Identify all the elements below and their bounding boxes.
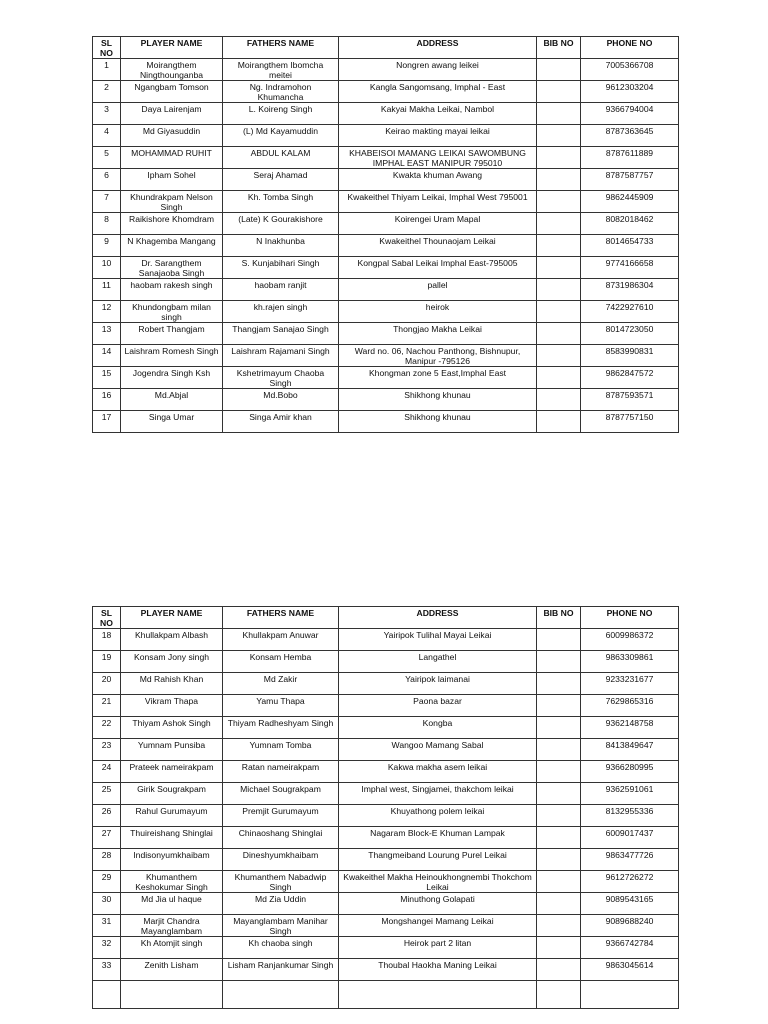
phone-no-cell: 9862445909 xyxy=(581,191,679,213)
bib-no-cell xyxy=(537,367,581,389)
fathers-name-cell: Chinaoshang Shinglai xyxy=(223,827,339,849)
header-player-name: PLAYER NAME xyxy=(121,37,223,59)
bib-no-cell xyxy=(537,783,581,805)
phone-no-cell: 9366280995 xyxy=(581,761,679,783)
phone-no-cell: 8082018462 xyxy=(581,213,679,235)
player-name-cell: Robert Thangjam xyxy=(121,323,223,345)
fathers-name-cell: L. Koireng Singh xyxy=(223,103,339,125)
address-cell: Nongren awang leikei xyxy=(339,59,537,81)
header-phone-no: PHONE NO xyxy=(581,607,679,629)
header-row xyxy=(93,37,679,59)
sl-no-cell xyxy=(93,981,121,1009)
phone-no-cell: 8014654733 xyxy=(581,235,679,257)
player-name-cell: Zenith Lisham xyxy=(121,959,223,981)
phone-no-cell: 8731986304 xyxy=(581,279,679,301)
header-row xyxy=(93,607,679,629)
address-cell: Kwakeithel Makha Heinoukhongnembi Thokchom Leikai xyxy=(339,871,537,893)
phone-no-cell: 8014723050 xyxy=(581,323,679,345)
player-name-cell: Prateek nameirakpam xyxy=(121,761,223,783)
address-cell: Kakyai Makha Leikai, Nambol xyxy=(339,103,537,125)
player-name-cell: haobam rakesh singh xyxy=(121,279,223,301)
header-sl-no: SL NO xyxy=(93,37,121,59)
fathers-name-cell: Kh. Tomba Singh xyxy=(223,191,339,213)
address-cell: Paona bazar xyxy=(339,695,537,717)
bib-no-cell xyxy=(537,235,581,257)
table-row xyxy=(93,191,679,213)
bib-no-cell xyxy=(537,279,581,301)
player-name-cell: Laishram Romesh Singh xyxy=(121,345,223,367)
bib-no-cell xyxy=(537,937,581,959)
header-fathers-name: FATHERS NAME xyxy=(223,607,339,629)
sl-no-cell: 13 xyxy=(93,323,121,345)
bib-no-cell xyxy=(537,213,581,235)
phone-no-cell: 8787587757 xyxy=(581,169,679,191)
fathers-name-cell: Yamu Thapa xyxy=(223,695,339,717)
sl-no-cell: 28 xyxy=(93,849,121,871)
header-address: ADDRESS xyxy=(339,607,537,629)
table-row xyxy=(93,169,679,191)
fathers-name-cell: Moirangthem Ibomcha meitei xyxy=(223,59,339,81)
fathers-name-cell: kh.rajen singh xyxy=(223,301,339,323)
bib-no-cell xyxy=(537,345,581,367)
table-row xyxy=(93,739,679,761)
fathers-name-cell: Md.Bobo xyxy=(223,389,339,411)
table-row xyxy=(93,761,679,783)
phone-no-cell: 9366794004 xyxy=(581,103,679,125)
player-name-cell: Khundongbam milan singh xyxy=(121,301,223,323)
address-cell: Wangoo Mamang Sabal xyxy=(339,739,537,761)
bib-no-cell xyxy=(537,827,581,849)
player-name-cell: Vikram Thapa xyxy=(121,695,223,717)
bib-no-cell xyxy=(537,191,581,213)
table-row xyxy=(93,783,679,805)
address-cell: Heirok part 2 litan xyxy=(339,937,537,959)
address-cell: Yairipok Tulihal Mayai Leikai xyxy=(339,629,537,651)
bib-no-cell xyxy=(537,389,581,411)
address-cell: Nagaram Block-E Khuman Lampak xyxy=(339,827,537,849)
phone-no-cell: 9612726272 xyxy=(581,871,679,893)
player-name-cell: Khullakpam Albash xyxy=(121,629,223,651)
bib-no-cell xyxy=(537,323,581,345)
sl-no-cell: 22 xyxy=(93,717,121,739)
player-name-cell: Yumnam Punsiba xyxy=(121,739,223,761)
phone-no-cell: 9863309861 xyxy=(581,651,679,673)
fathers-name-cell xyxy=(223,981,339,1009)
table-row xyxy=(93,981,679,1009)
fathers-name-cell: Michael Sougrakpam xyxy=(223,783,339,805)
bib-no-cell xyxy=(537,805,581,827)
phone-no-cell: 8787757150 xyxy=(581,411,679,433)
bib-no-cell xyxy=(537,651,581,673)
sl-no-cell: 31 xyxy=(93,915,121,937)
phone-no-cell: 7629865316 xyxy=(581,695,679,717)
table-row xyxy=(93,323,679,345)
address-cell: heirok xyxy=(339,301,537,323)
address-cell: Imphal west, Singjamei, thakchom leikai xyxy=(339,783,537,805)
address-cell: Koirengei Uram Mapal xyxy=(339,213,537,235)
header-bib-no: BIB NO xyxy=(537,37,581,59)
fathers-name-cell: (L) Md Kayamuddin xyxy=(223,125,339,147)
fathers-name-cell: Khumanthem Nabadwip Singh xyxy=(223,871,339,893)
sl-no-cell: 33 xyxy=(93,959,121,981)
phone-no-cell: 9863045614 xyxy=(581,959,679,981)
table-row xyxy=(93,257,679,279)
table-row xyxy=(93,695,679,717)
table-row xyxy=(93,301,679,323)
player-name-cell: Md.Abjal xyxy=(121,389,223,411)
bib-no-cell xyxy=(537,761,581,783)
fathers-name-cell: Thiyam Radheshyam Singh xyxy=(223,717,339,739)
sl-no-cell: 20 xyxy=(93,673,121,695)
address-cell: Kakwa makha asem leikai xyxy=(339,761,537,783)
table-row xyxy=(93,937,679,959)
player-table-1 xyxy=(92,36,679,433)
phone-no-cell: 9366742784 xyxy=(581,937,679,959)
address-cell: Kangla Sangomsang, Imphal - East xyxy=(339,81,537,103)
bib-no-cell xyxy=(537,301,581,323)
player-name-cell: Marjit Chandra Mayanglambam xyxy=(121,915,223,937)
address-cell: Kwakta khuman Awang xyxy=(339,169,537,191)
phone-no-cell: 9612303204 xyxy=(581,81,679,103)
sl-no-cell: 1 xyxy=(93,59,121,81)
address-cell: Shikhong khunau xyxy=(339,389,537,411)
phone-no-cell: 9863477726 xyxy=(581,849,679,871)
sl-no-cell: 2 xyxy=(93,81,121,103)
bib-no-cell xyxy=(537,169,581,191)
table-row xyxy=(93,629,679,651)
player-name-cell: Ngangbam Tomson xyxy=(121,81,223,103)
table-row xyxy=(93,235,679,257)
fathers-name-cell: Ng. Indramohon Khumancha xyxy=(223,81,339,103)
bib-no-cell xyxy=(537,739,581,761)
player-name-cell: Rahul Gurumayum xyxy=(121,805,223,827)
sl-no-cell: 19 xyxy=(93,651,121,673)
fathers-name-cell: (Late) K Gourakishore xyxy=(223,213,339,235)
bib-no-cell xyxy=(537,849,581,871)
table-row xyxy=(93,915,679,937)
player-name-cell: Indisonyumkhaibam xyxy=(121,849,223,871)
sl-no-cell: 3 xyxy=(93,103,121,125)
phone-no-cell xyxy=(581,981,679,1009)
phone-no-cell: 9774166658 xyxy=(581,257,679,279)
address-cell: Thoubal Haokha Maning Leikai xyxy=(339,959,537,981)
phone-no-cell: 8583990831 xyxy=(581,345,679,367)
player-name-cell: Md Rahish Khan xyxy=(121,673,223,695)
table-row xyxy=(93,673,679,695)
sl-no-cell: 21 xyxy=(93,695,121,717)
table-row xyxy=(93,871,679,893)
header-player-name: PLAYER NAME xyxy=(121,607,223,629)
sl-no-cell: 18 xyxy=(93,629,121,651)
bib-no-cell xyxy=(537,959,581,981)
sl-no-cell: 26 xyxy=(93,805,121,827)
sl-no-cell: 17 xyxy=(93,411,121,433)
player-name-cell: Thuireishang Shinglai xyxy=(121,827,223,849)
fathers-name-cell: Kshetrimayum Chaoba Singh xyxy=(223,367,339,389)
fathers-name-cell: ABDUL KALAM xyxy=(223,147,339,169)
table-row xyxy=(93,279,679,301)
address-cell: Kongpal Sabal Leikai Imphal East-795005 xyxy=(339,257,537,279)
bib-no-cell xyxy=(537,629,581,651)
table-row xyxy=(93,367,679,389)
fathers-name-cell: Singa Amir khan xyxy=(223,411,339,433)
fathers-name-cell: Lisham Ranjankumar Singh xyxy=(223,959,339,981)
sl-no-cell: 14 xyxy=(93,345,121,367)
address-cell: Thangmeiband Lourung Purel Leikai xyxy=(339,849,537,871)
phone-no-cell: 7005366708 xyxy=(581,59,679,81)
address-cell: Yairipok laimanai xyxy=(339,673,537,695)
player-name-cell: Thiyam Ashok Singh xyxy=(121,717,223,739)
player-name-cell: Ipham Sohel xyxy=(121,169,223,191)
bib-no-cell xyxy=(537,59,581,81)
table-row xyxy=(93,213,679,235)
player-name-cell: Khumanthem Keshokumar Singh xyxy=(121,871,223,893)
player-name-cell: Konsam Jony singh xyxy=(121,651,223,673)
fathers-name-cell: Yumnam Tomba xyxy=(223,739,339,761)
sl-no-cell: 12 xyxy=(93,301,121,323)
player-name-cell: Khundrakpam Nelson Singh xyxy=(121,191,223,213)
fathers-name-cell: Mayanglambam Manihar Singh xyxy=(223,915,339,937)
fathers-name-cell: Md Zakir xyxy=(223,673,339,695)
table-row xyxy=(93,147,679,169)
fathers-name-cell: Seraj Ahamad xyxy=(223,169,339,191)
bib-no-cell xyxy=(537,871,581,893)
address-cell: Khuyathong polem leikai xyxy=(339,805,537,827)
header-fathers-name: FATHERS NAME xyxy=(223,37,339,59)
table-row xyxy=(93,827,679,849)
fathers-name-cell: Thangjam Sanajao Singh xyxy=(223,323,339,345)
phone-no-cell: 9233231677 xyxy=(581,673,679,695)
player-name-cell xyxy=(121,981,223,1009)
phone-no-cell: 9089543165 xyxy=(581,893,679,915)
sl-no-cell: 29 xyxy=(93,871,121,893)
sl-no-cell: 11 xyxy=(93,279,121,301)
bib-no-cell xyxy=(537,915,581,937)
table-body xyxy=(93,59,679,433)
player-name-cell: Singa Umar xyxy=(121,411,223,433)
sl-no-cell: 6 xyxy=(93,169,121,191)
fathers-name-cell: Kh chaoba singh xyxy=(223,937,339,959)
fathers-name-cell: N Inakhunba xyxy=(223,235,339,257)
sl-no-cell: 4 xyxy=(93,125,121,147)
table-row xyxy=(93,81,679,103)
header-bib-no: BIB NO xyxy=(537,607,581,629)
table-row xyxy=(93,411,679,433)
player-name-cell: Daya Lairenjam xyxy=(121,103,223,125)
address-cell: pallel xyxy=(339,279,537,301)
phone-no-cell: 7422927610 xyxy=(581,301,679,323)
address-cell: Minuthong Golapati xyxy=(339,893,537,915)
sl-no-cell: 16 xyxy=(93,389,121,411)
fathers-name-cell: Dineshyumkhaibam xyxy=(223,849,339,871)
phone-no-cell: 9089688240 xyxy=(581,915,679,937)
sl-no-cell: 15 xyxy=(93,367,121,389)
sl-no-cell: 9 xyxy=(93,235,121,257)
phone-no-cell: 6009017437 xyxy=(581,827,679,849)
player-name-cell: Md Jia ul haque xyxy=(121,893,223,915)
header-address: ADDRESS xyxy=(339,37,537,59)
table-row xyxy=(93,849,679,871)
bib-no-cell xyxy=(537,411,581,433)
sl-no-cell: 30 xyxy=(93,893,121,915)
address-cell: Mongshangei Mamang Leikai xyxy=(339,915,537,937)
phone-no-cell: 8787611889 xyxy=(581,147,679,169)
phone-no-cell: 8787593571 xyxy=(581,389,679,411)
player-name-cell: Kh Atomjit singh xyxy=(121,937,223,959)
bib-no-cell xyxy=(537,81,581,103)
table-row xyxy=(93,893,679,915)
address-cell: Kwakeithel Thiyam Leikai, Imphal West 795001 xyxy=(339,191,537,213)
fathers-name-cell: S. Kunjabihari Singh xyxy=(223,257,339,279)
bib-no-cell xyxy=(537,103,581,125)
fathers-name-cell: Khullakpam Anuwar xyxy=(223,629,339,651)
sl-no-cell: 24 xyxy=(93,761,121,783)
table-row xyxy=(93,959,679,981)
bib-no-cell xyxy=(537,673,581,695)
sl-no-cell: 8 xyxy=(93,213,121,235)
player-name-cell: Jogendra Singh Ksh xyxy=(121,367,223,389)
sl-no-cell: 27 xyxy=(93,827,121,849)
table-row xyxy=(93,59,679,81)
sl-no-cell: 7 xyxy=(93,191,121,213)
fathers-name-cell: Laishram Rajamani Singh xyxy=(223,345,339,367)
phone-no-cell: 8787363645 xyxy=(581,125,679,147)
sl-no-cell: 5 xyxy=(93,147,121,169)
phone-no-cell: 8132955336 xyxy=(581,805,679,827)
table-row xyxy=(93,389,679,411)
address-cell: Ward no. 06, Nachou Panthong, Bishnupur, Manipur -795126 xyxy=(339,345,537,367)
player-name-cell: Girik Sougrakpam xyxy=(121,783,223,805)
bib-no-cell xyxy=(537,147,581,169)
table-row xyxy=(93,651,679,673)
player-name-cell: N Khagemba Mangang xyxy=(121,235,223,257)
header-phone-no: PHONE NO xyxy=(581,37,679,59)
address-cell xyxy=(339,981,537,1009)
player-name-cell: MOHAMMAD RUHIT xyxy=(121,147,223,169)
phone-no-cell: 9362591061 xyxy=(581,783,679,805)
player-name-cell: Raikishore Khomdram xyxy=(121,213,223,235)
player-name-cell: Dr. Sarangthem Sanajaoba Singh xyxy=(121,257,223,279)
player-name-cell: Md Giyasuddin xyxy=(121,125,223,147)
bib-no-cell xyxy=(537,981,581,1009)
bib-no-cell xyxy=(537,257,581,279)
table-body xyxy=(93,629,679,1009)
player-table-2 xyxy=(92,606,679,1009)
player-name-cell: Moirangthem Ningthounganba xyxy=(121,59,223,81)
bib-no-cell xyxy=(537,893,581,915)
table-row xyxy=(93,345,679,367)
sl-no-cell: 23 xyxy=(93,739,121,761)
table-row xyxy=(93,717,679,739)
address-cell: Thongjao Makha Leikai xyxy=(339,323,537,345)
phone-no-cell: 6009986372 xyxy=(581,629,679,651)
header-sl-no: SL NO xyxy=(93,607,121,629)
sl-no-cell: 25 xyxy=(93,783,121,805)
phone-no-cell: 9362148758 xyxy=(581,717,679,739)
address-cell: Khongman zone 5 East,Imphal East xyxy=(339,367,537,389)
fathers-name-cell: haobam ranjit xyxy=(223,279,339,301)
phone-no-cell: 9862847572 xyxy=(581,367,679,389)
address-cell: Shikhong khunau xyxy=(339,411,537,433)
bib-no-cell xyxy=(537,717,581,739)
table-row xyxy=(93,805,679,827)
sl-no-cell: 32 xyxy=(93,937,121,959)
address-cell: Kwakeithel Thounaojam Leikai xyxy=(339,235,537,257)
table-row xyxy=(93,103,679,125)
address-cell: Kongba xyxy=(339,717,537,739)
bib-no-cell xyxy=(537,125,581,147)
fathers-name-cell: Premjit Gurumayum xyxy=(223,805,339,827)
fathers-name-cell: Konsam Hemba xyxy=(223,651,339,673)
address-cell: Keirao makting mayai leikai xyxy=(339,125,537,147)
fathers-name-cell: Ratan nameirakpam xyxy=(223,761,339,783)
sl-no-cell: 10 xyxy=(93,257,121,279)
address-cell: KHABEISOI MAMANG LEIKAI SAWOMBUNG IMPHAL EAST MANIPUR 795010 xyxy=(339,147,537,169)
table-row xyxy=(93,125,679,147)
fathers-name-cell: Md Zia Uddin xyxy=(223,893,339,915)
bib-no-cell xyxy=(537,695,581,717)
phone-no-cell: 8413849647 xyxy=(581,739,679,761)
address-cell: Langathel xyxy=(339,651,537,673)
